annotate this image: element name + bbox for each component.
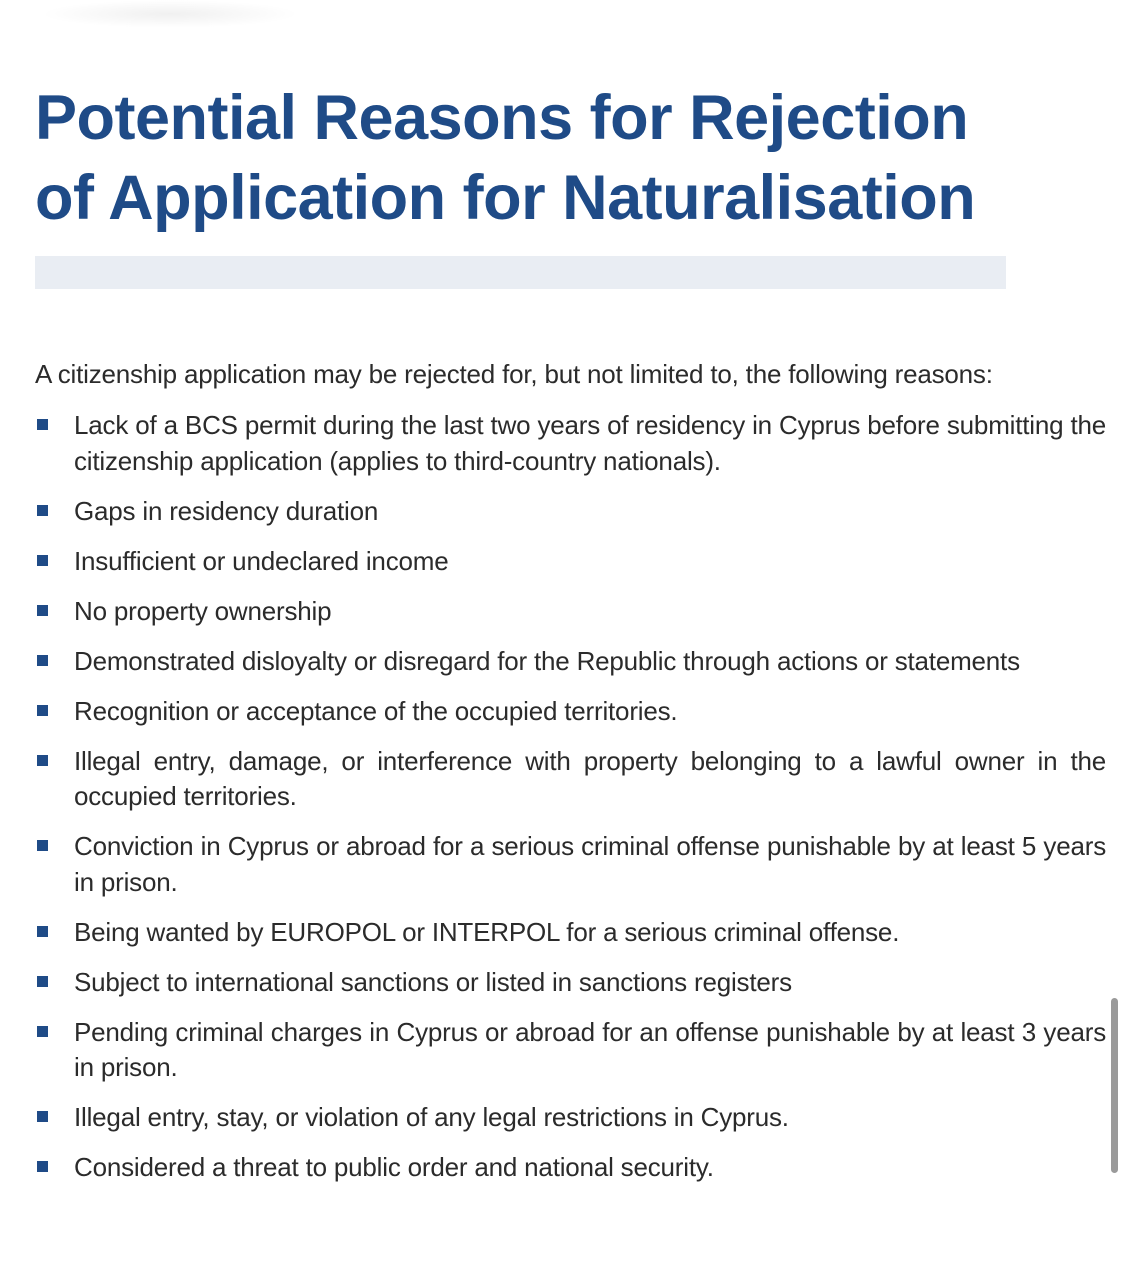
list-item-text: Lack of a BCS permit during the last two years of residency in Cyprus before submitting the citizenship application (applies to third-country nationals). xyxy=(74,410,1106,476)
page-title-line-1: Potential Reasons for Rejection xyxy=(35,83,969,153)
title-divider-band xyxy=(35,256,1006,289)
list-item xyxy=(35,744,1106,815)
square-bullet-icon xyxy=(37,705,48,716)
square-bullet-icon xyxy=(37,505,48,516)
list-item-text: No property ownership xyxy=(74,595,332,626)
list-item-text: Illegal entry, damage, or interference with property belonging to a lawful owner in the occupied territories. xyxy=(74,745,1106,811)
list-item xyxy=(35,494,1106,530)
list-item xyxy=(35,829,1106,900)
list-item-text: Considered a threat to public order and national security. xyxy=(74,1152,714,1182)
list-item xyxy=(35,915,1106,951)
square-bullet-icon xyxy=(37,926,48,937)
square-bullet-icon xyxy=(37,1111,48,1122)
page-title xyxy=(35,78,1095,238)
page-title-line-2: of Application for Naturalisation xyxy=(35,163,976,233)
list-item-text: Illegal entry, stay, or violation of any legal restrictions in Cyprus. xyxy=(74,1102,789,1132)
list-item-text: Recognition or acceptance of the occupied territories. xyxy=(74,695,678,726)
square-bullet-icon xyxy=(37,976,48,987)
vertical-scrollbar-thumb[interactable] xyxy=(1111,998,1118,1173)
list-item-text: Pending criminal charges in Cyprus or abroad for an offense punishable by at least 3 years in prison. xyxy=(74,1016,1106,1082)
top-shadow xyxy=(40,0,300,28)
list-item xyxy=(35,965,1106,1001)
list-item-text: Conviction in Cyprus or abroad for a serious criminal offense punishable by at least 5 years in prison. xyxy=(74,831,1106,897)
list-item xyxy=(35,1100,1106,1136)
list-item xyxy=(35,1015,1106,1086)
square-bullet-icon xyxy=(37,419,48,430)
square-bullet-icon xyxy=(37,1161,48,1172)
list-item-text: Subject to international sanctions or listed in sanctions registers xyxy=(74,966,792,997)
list-item-text: Insufficient or undeclared income xyxy=(74,545,449,576)
list-item-text: Demonstrated disloyalty or disregard for the Republic through actions or statements xyxy=(74,645,1020,676)
list-item xyxy=(35,1150,1106,1186)
list-item xyxy=(35,408,1106,479)
list-item xyxy=(35,594,1106,630)
list-item xyxy=(35,694,1106,730)
square-bullet-icon xyxy=(37,655,48,666)
list-item xyxy=(35,644,1106,680)
list-item xyxy=(35,544,1106,580)
square-bullet-icon xyxy=(37,1026,48,1037)
square-bullet-icon xyxy=(37,755,48,766)
square-bullet-icon xyxy=(37,555,48,566)
intro-text: A citizenship application may be rejected for, but not limited to, the following reasons: xyxy=(35,359,993,389)
list-item-text: Gaps in residency duration xyxy=(74,495,379,526)
list-item-text: Being wanted by EUROPOL or INTERPOL for a serious criminal offense. xyxy=(74,916,900,947)
square-bullet-icon xyxy=(37,605,48,616)
square-bullet-icon xyxy=(37,840,48,851)
reasons-list xyxy=(35,408,1106,1200)
